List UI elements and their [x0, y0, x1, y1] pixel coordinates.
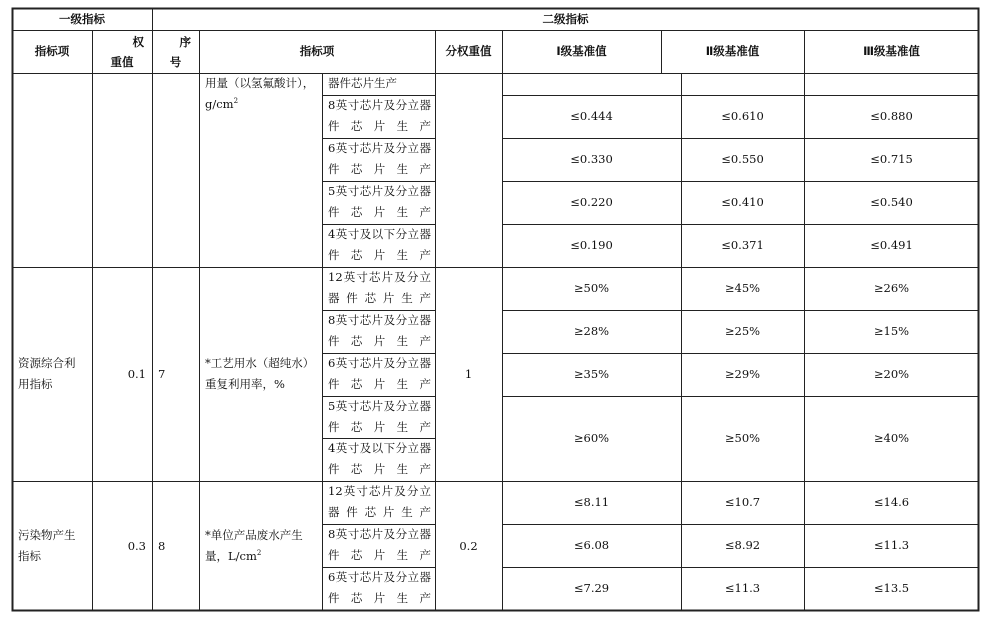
section-c-sub-2: 6英寸芯片及分立器件芯片生产: [328, 570, 431, 605]
section-b-item-text: 资源综合利用指标: [18, 356, 76, 391]
header-grade1: Ⅰ级基准值: [556, 44, 607, 58]
header-seq-line1: 序: [179, 34, 191, 49]
section-a-g1-2: ≤0.330: [570, 152, 613, 166]
header-seq-line2: 号: [169, 54, 182, 69]
section-a-g2-1: ≤0.610: [721, 109, 764, 123]
section-a-g2-3: ≤0.410: [721, 195, 764, 209]
section-b-g3-2: ≥20%: [873, 367, 910, 381]
section-c-item-text: 污染物产生指标: [18, 528, 76, 563]
section-a-g2-4: ≤0.371: [721, 238, 764, 252]
section-b-item: [12, 267, 92, 481]
section-a-g3-2: ≤0.715: [870, 152, 913, 166]
section-c-g3-2: ≤13.5: [873, 581, 910, 595]
header-level2: 二级指标: [542, 11, 589, 26]
section-a-indicator-line1: 用量（以氢氟酸计），: [205, 76, 315, 90]
section-c-g2-2: ≤11.3: [724, 581, 761, 595]
header-weight: [92, 30, 152, 73]
section-b-g1-0: ≥50%: [573, 281, 610, 295]
section-b-g3-3: ≥40%: [873, 431, 910, 445]
header-item1: 指标项: [34, 44, 70, 58]
section-b-sub-1: 8英寸芯片及分立器件芯片生产: [328, 313, 431, 348]
section-c-indicator-sup: 2: [256, 549, 262, 558]
section-a-g1-4: ≤0.190: [570, 238, 613, 252]
section-c-g1-1: ≤6.08: [573, 538, 610, 552]
section-a-indicator-unit: g/cm: [205, 97, 234, 111]
section-c-sub-1: 8英寸芯片及分立器件芯片生产: [328, 527, 431, 562]
section-b-g1-1: ≥28%: [573, 324, 610, 338]
section-a-sub-0: 器件芯片生产: [328, 76, 397, 90]
section-b-subweight: 1: [464, 366, 473, 381]
section-a-sub-3: 5英寸芯片及分立器件芯片生产: [328, 184, 431, 219]
section-b-g2-0: ≥45%: [724, 281, 761, 295]
section-a-sub-2: 6英寸芯片及分立器件芯片生产: [328, 141, 431, 176]
header-weight-line2: 重值: [110, 54, 134, 69]
section-a-sub-4: 4英寸及以下分立器件芯片生产: [328, 227, 431, 262]
section-b-sub-4: 4英寸及以下分立器件芯片生产: [328, 441, 431, 476]
section-b-g1-2: ≥35%: [573, 367, 610, 381]
section-b-indicator: [199, 267, 322, 481]
section-c-g1-2: ≤7.29: [573, 581, 610, 595]
section-a-g3-3: ≤0.540: [870, 195, 913, 209]
section-c-subweight: 0.2: [459, 538, 478, 553]
section-c-seq: 8: [158, 538, 166, 553]
section-c-indicator-text: *单位产品废水产生量，L/cm: [205, 528, 303, 563]
section-b-indicator-text: *工艺用水（超纯水）重复利用率，%: [205, 356, 315, 391]
section-c-indicator: [199, 481, 322, 611]
section-c-g3-1: ≤11.3: [873, 538, 910, 552]
section-b-g2-1: ≥25%: [724, 324, 761, 338]
header-seq: [152, 30, 199, 73]
section-c-weight: 0.3: [127, 538, 146, 553]
section-b-g3-0: ≥26%: [873, 281, 910, 295]
section-c-g2-1: ≤8.92: [724, 538, 761, 552]
section-c-g3-0: ≤14.6: [873, 495, 910, 509]
section-b-g1-3: ≥60%: [573, 431, 610, 445]
section-a-sub-1: 8英寸芯片及分立器件芯片生产: [328, 98, 431, 133]
section-a-g2-2: ≤0.550: [721, 152, 764, 166]
header-item2: 指标项: [299, 44, 335, 58]
section-b-sub-2: 6英寸芯片及分立器件芯片生产: [328, 356, 431, 391]
header-weight-line1: 权: [132, 34, 144, 49]
section-b-sub-3: 5英寸芯片及分立器件芯片生产: [328, 399, 431, 434]
section-b-sub-0: 12英寸芯片及分立器件芯片生产: [328, 270, 431, 305]
section-a-g3-4: ≤0.491: [870, 238, 913, 252]
section-c-sub-0: 12英寸芯片及分立器件芯片生产: [328, 484, 431, 519]
header-grade3: Ⅲ级基准值: [863, 44, 920, 58]
section-b-seq: 7: [158, 366, 166, 381]
header-grade2: Ⅱ级基准值: [705, 44, 760, 58]
header-subweight: 分权重值: [445, 44, 492, 58]
section-a-indicator: [199, 73, 322, 133]
section-c-g2-0: ≤10.7: [724, 495, 761, 509]
section-a-g3-1: ≤0.880: [870, 109, 913, 123]
section-a-indicator-sup: 2: [233, 97, 239, 106]
section-b-g2-3: ≥50%: [724, 431, 761, 445]
section-a-g1-3: ≤0.220: [570, 195, 613, 209]
section-c-item: [12, 481, 92, 611]
section-b-g3-1: ≥15%: [873, 324, 910, 338]
section-b-weight: 0.1: [127, 366, 146, 381]
section-b-g2-2: ≥29%: [724, 367, 761, 381]
section-a-g1-1: ≤0.444: [570, 109, 613, 123]
section-c-g1-0: ≤8.11: [573, 495, 610, 509]
header-level1: 一级指标: [59, 11, 105, 26]
